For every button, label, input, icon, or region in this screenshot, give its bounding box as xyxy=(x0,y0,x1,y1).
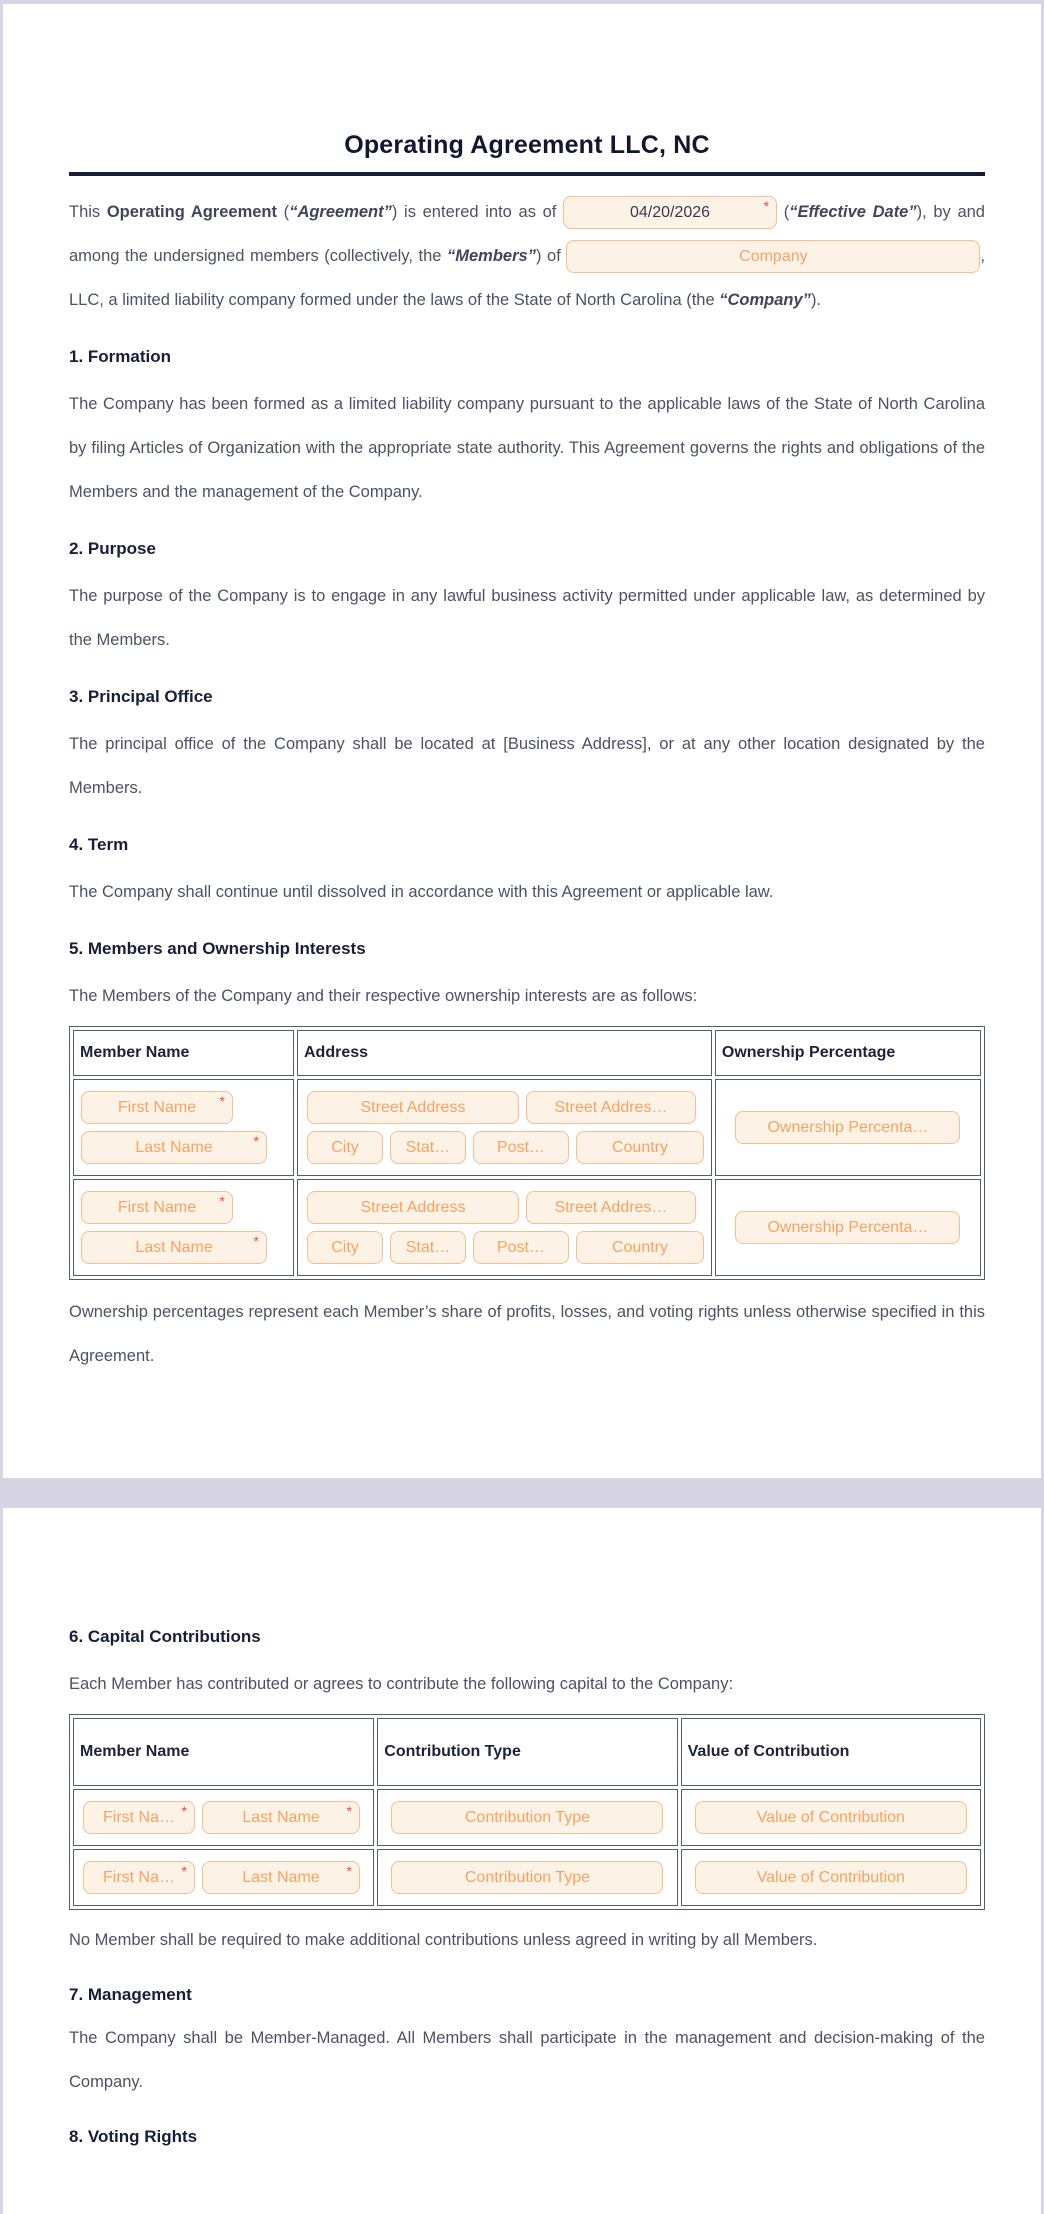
members-col-address: Address xyxy=(297,1030,712,1076)
city-field[interactable] xyxy=(307,1231,383,1264)
city-placeholder: City xyxy=(331,1238,359,1256)
street-address-2-field[interactable] xyxy=(526,1091,696,1124)
member-name-cell xyxy=(73,1179,294,1276)
address-cell xyxy=(297,1179,712,1276)
contribution-type-cell xyxy=(377,1789,677,1846)
contribution-value-cell xyxy=(681,1849,981,1906)
contribution-value-field[interactable] xyxy=(695,1801,967,1834)
member-name-cell xyxy=(73,1849,374,1906)
section-heading-purpose: 2. Purpose xyxy=(69,539,156,558)
contribution-type-field[interactable] xyxy=(391,1861,663,1894)
postal-code-placeholder: Post… xyxy=(496,1238,545,1256)
members-note: Ownership percentages represent each Member’s share of profits, losses, and voting rights unless otherwise specified in this Agreement. xyxy=(69,1303,985,1365)
company-name-field[interactable] xyxy=(566,240,980,273)
street-address-2-placeholder: Street Addres… xyxy=(554,1098,668,1116)
required-asterisk: * xyxy=(253,1233,259,1249)
capital-col-member-name: Member Name xyxy=(73,1718,374,1786)
country-field[interactable] xyxy=(576,1131,704,1164)
capital-col-contribution-type: Contribution Type xyxy=(377,1718,677,1786)
state-field[interactable] xyxy=(390,1131,466,1164)
section-heading-principal-office: 3. Principal Office xyxy=(69,687,213,706)
first-name-placeholder: First Name xyxy=(117,1098,197,1116)
term-company: “Company” xyxy=(719,291,811,309)
contribution-value-cell xyxy=(681,1789,981,1846)
capital-lead: Each Member has contributed or agrees to contribute the following capital to the Company: xyxy=(69,1675,734,1693)
state-field[interactable] xyxy=(390,1231,466,1264)
intro-text: ( xyxy=(277,203,290,221)
last-name-field[interactable] xyxy=(81,1231,267,1264)
capital-note: No Member shall be required to make additional contributions unless agreed in writing by all Members. xyxy=(69,1931,818,1949)
company-name-placeholder: Company xyxy=(739,247,808,265)
last-name-field[interactable] xyxy=(81,1131,267,1164)
city-placeholder: City xyxy=(331,1138,359,1156)
state-placeholder: Stat… xyxy=(405,1238,451,1256)
section-heading-capital: 6. Capital Contributions xyxy=(69,1627,261,1646)
title-divider xyxy=(69,172,985,176)
required-asterisk: * xyxy=(219,1193,225,1209)
last-name-placeholder: Last Name xyxy=(242,1868,320,1886)
contribution-type-cell xyxy=(377,1849,677,1906)
section-heading-members: 5. Members and Ownership Interests xyxy=(69,939,366,958)
capital-table xyxy=(69,1714,985,1910)
capital-table-header-row xyxy=(73,1718,981,1786)
contribution-type-field[interactable] xyxy=(391,1801,663,1834)
street-address-2-placeholder: Street Addres… xyxy=(554,1198,668,1216)
intro-paragraph xyxy=(69,190,985,322)
document-page-1 xyxy=(3,4,1041,1478)
street-address-placeholder: Street Address xyxy=(360,1098,466,1116)
street-address-2-field[interactable] xyxy=(526,1191,696,1224)
page-title: Operating Agreement LLC, NC xyxy=(344,131,710,159)
last-name-placeholder: Last Name xyxy=(242,1808,320,1826)
first-name-field[interactable] xyxy=(83,1801,195,1834)
members-col-ownership: Ownership Percentage xyxy=(715,1030,981,1076)
last-name-field[interactable] xyxy=(202,1801,360,1834)
intro-text: ( xyxy=(777,203,790,221)
member-name-cell xyxy=(73,1789,374,1846)
term-members: “Members” xyxy=(447,247,536,265)
intro-text: ) is entered into as of xyxy=(391,203,564,221)
first-name-field[interactable] xyxy=(83,1861,195,1894)
ownership-cell xyxy=(715,1079,981,1176)
ownership-percentage-field[interactable] xyxy=(735,1111,960,1144)
effective-date-field[interactable] xyxy=(563,196,777,229)
section-heading-voting-rights: 8. Voting Rights xyxy=(69,2127,198,2146)
member-name-cell xyxy=(73,1079,294,1176)
required-asterisk: * xyxy=(181,1803,187,1819)
postal-code-placeholder: Post… xyxy=(496,1138,545,1156)
section-body-formation: The Company has been formed as a limited liability company pursuant to the applicable laws of the State of North Carolina by filing Articles of Organization with the appropriate state authority. This Agreement governs the rights and obligations of the Members and the management of the Company. xyxy=(69,395,985,501)
first-name-placeholder: First Na… xyxy=(103,1868,175,1886)
intro-text: ) of xyxy=(535,247,567,265)
ownership-percentage-field[interactable] xyxy=(735,1211,960,1244)
contribution-value-field[interactable] xyxy=(695,1861,967,1894)
term-operating-agreement: Operating Agreement xyxy=(106,203,278,221)
intro-text: ). xyxy=(810,291,822,309)
first-name-placeholder: First Name xyxy=(117,1198,197,1216)
last-name-placeholder: Last Name xyxy=(135,1238,213,1256)
document-page-2 xyxy=(3,1508,1041,2214)
required-asterisk: * xyxy=(346,1803,352,1819)
section-body-purpose: The purpose of the Company is to engage in any lawful business activity permitted under applicable law, as determined by the Members. xyxy=(69,587,985,649)
country-placeholder: Country xyxy=(611,1238,668,1256)
intro-text: , LLC, a limited liability company formed under the laws of the State of North Carolina (the xyxy=(69,247,985,309)
contribution-value-placeholder: Value of Contribution xyxy=(756,1808,905,1826)
contribution-type-placeholder: Contribution Type xyxy=(464,1868,590,1886)
ownership-cell xyxy=(715,1179,981,1276)
last-name-field[interactable] xyxy=(202,1861,360,1894)
members-table-row-2 xyxy=(73,1179,981,1276)
members-col-member-name: Member Name xyxy=(73,1030,294,1076)
first-name-field[interactable] xyxy=(81,1191,233,1224)
street-address-placeholder: Street Address xyxy=(360,1198,466,1216)
required-asterisk: * xyxy=(181,1863,187,1879)
intro-text: This xyxy=(69,203,107,221)
city-field[interactable] xyxy=(307,1131,383,1164)
effective-date-value: 04/20/2026 xyxy=(629,203,711,221)
section-body-principal-office: The principal office of the Company shall be located at [Business Address], or at any other location designated by the Members. xyxy=(69,735,985,797)
street-address-field[interactable] xyxy=(307,1191,519,1224)
required-asterisk: * xyxy=(219,1093,225,1109)
term-effective-date: “Effective Date” xyxy=(789,203,917,221)
ownership-percentage-placeholder: Ownership Percenta… xyxy=(767,1118,929,1136)
postal-code-field[interactable] xyxy=(473,1131,569,1164)
last-name-placeholder: Last Name xyxy=(135,1138,213,1156)
state-placeholder: Stat… xyxy=(405,1138,451,1156)
required-asterisk: * xyxy=(253,1133,259,1149)
street-address-field[interactable] xyxy=(307,1091,519,1124)
members-table xyxy=(69,1026,985,1280)
first-name-placeholder: First Na… xyxy=(103,1808,175,1826)
capital-col-value: Value of Contribution xyxy=(681,1718,981,1786)
term-agreement: “Agreement” xyxy=(289,203,392,221)
section-heading-management: 7. Management xyxy=(69,1985,192,2004)
capital-table-row-2 xyxy=(73,1849,981,1906)
ownership-percentage-placeholder: Ownership Percenta… xyxy=(767,1218,929,1236)
members-table-header-row xyxy=(73,1030,981,1076)
section-body-term: The Company shall continue until dissolved in accordance with this Agreement or applicable law. xyxy=(69,883,774,901)
section-heading-term: 4. Term xyxy=(69,835,129,854)
address-cell xyxy=(297,1079,712,1176)
capital-table-row-1 xyxy=(73,1789,981,1846)
intro-text: ), by and among the undersigned members (collectively, the xyxy=(69,203,985,265)
required-asterisk: * xyxy=(763,198,770,215)
members-lead: The Members of the Company and their respective ownership interests are as follows: xyxy=(69,987,698,1005)
contribution-value-placeholder: Value of Contribution xyxy=(756,1868,905,1886)
country-field[interactable] xyxy=(576,1231,704,1264)
contribution-type-placeholder: Contribution Type xyxy=(464,1808,590,1826)
members-table-row-1 xyxy=(73,1079,981,1176)
postal-code-field[interactable] xyxy=(473,1231,569,1264)
required-asterisk: * xyxy=(346,1863,352,1879)
section-body-management: The Company shall be Member-Managed. All Members shall participate in the management and decision-making of the Company. xyxy=(69,2029,985,2091)
section-heading-formation: 1. Formation xyxy=(69,347,172,366)
country-placeholder: Country xyxy=(611,1138,668,1156)
first-name-field[interactable] xyxy=(81,1091,233,1124)
